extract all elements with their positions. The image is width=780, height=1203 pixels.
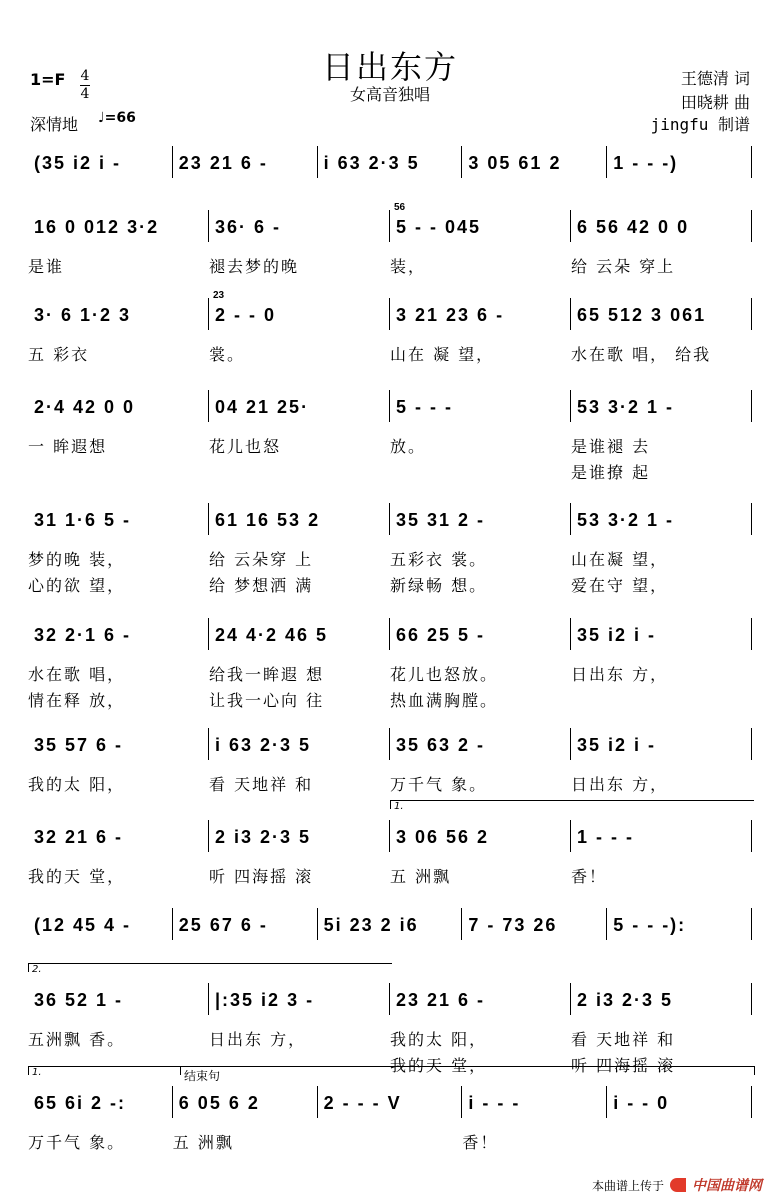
lyric-segment: 看 天地祥 和: [209, 775, 314, 794]
measure: [390, 505, 571, 535]
lyric-segment: 新绿畅 想。: [390, 576, 488, 595]
lyric-segment: 裳。: [209, 345, 246, 364]
lyric-segment: 我的太 阳，: [28, 775, 126, 794]
measure: [390, 620, 571, 650]
key-signature: 1=F: [30, 70, 66, 89]
notes-line: [28, 1088, 752, 1118]
upload-text: 本曲谱上传于: [591, 1178, 664, 1193]
measure-notes: 32 21 6 -: [34, 826, 124, 847]
measure-notes: 66 25 5 -: [396, 624, 486, 645]
lyric-segment: 我的天 堂，: [390, 1056, 488, 1075]
measure-notes: 04 21 25·: [215, 396, 310, 417]
measure: [28, 730, 209, 760]
lyric-segment: 让我一心向 往: [209, 691, 325, 710]
lyric-segment: 听 四海摇 滚: [209, 867, 314, 886]
lyric-segment: 花儿也怒放。: [390, 665, 499, 684]
notes-line: [28, 505, 752, 535]
site-name: 中国曲谱网: [692, 1178, 762, 1194]
measure-notes: i - - -: [468, 1092, 521, 1113]
barline: [751, 298, 752, 330]
notes-line: [28, 910, 752, 940]
lyric-segment: 爱在守 望，: [571, 576, 669, 595]
lyric-segment: 心的欲 望，: [28, 576, 126, 595]
measure: [209, 620, 390, 650]
barline: [751, 503, 752, 535]
lyric-segment: 梦的晚 装，: [28, 550, 126, 569]
notes-line: [28, 148, 752, 178]
barline: [751, 390, 752, 422]
barline: [751, 146, 752, 178]
measure: [28, 148, 173, 178]
measure: [318, 910, 463, 940]
measure-notes: 35 57 6 -: [34, 734, 124, 755]
volta-bracket: 2.: [28, 963, 392, 972]
lyric-segment: 山在凝 望，: [571, 550, 669, 569]
volta-bracket: 1.: [28, 1066, 182, 1075]
measure-notes: 6 56 42 0 0: [577, 216, 690, 237]
measure: [209, 290, 390, 330]
lyric-segment: 日出东 方，: [209, 1030, 307, 1049]
measure-notes: 6 05 6 2: [178, 1092, 260, 1113]
measure: [607, 910, 752, 940]
engraver-credit: jingfu 制谱: [650, 115, 750, 134]
measure: [571, 212, 752, 242]
measure-notes: 3· 6 1·2 3: [34, 304, 132, 325]
measure-notes: 3 06 56 2: [396, 826, 490, 847]
notes-line: [28, 985, 752, 1015]
measure-notes: 2 i3 2·3 5: [215, 826, 312, 847]
measure: [28, 985, 209, 1015]
lyric-segment: 是谁: [28, 257, 65, 276]
barline: [751, 210, 752, 242]
barline: [751, 618, 752, 650]
ending-bracket: 结束句: [180, 1066, 755, 1075]
barline: [751, 820, 752, 852]
measure-notes: 5 - - 045: [396, 216, 482, 237]
barline: [751, 1086, 752, 1118]
measure: [462, 910, 607, 940]
measure-notes: 1 - - -): [613, 152, 679, 173]
measure: [571, 620, 752, 650]
measure-notes: 35 i2 i -: [577, 734, 657, 755]
measure-notes: 35 31 2 -: [396, 509, 486, 530]
barline: [751, 908, 752, 940]
measure-notes: (35 i2 i -: [34, 152, 122, 173]
measure-notes: 23 21 6 -: [396, 989, 486, 1010]
measure: [571, 392, 752, 422]
measure: [28, 505, 209, 535]
measure: [462, 148, 607, 178]
measure: [390, 392, 571, 422]
measure: [390, 985, 571, 1015]
lyric-segment: 我的天 堂，: [28, 867, 126, 886]
lyric-segment: 放。: [390, 437, 427, 456]
measure-notes: 5 - - -):: [613, 914, 687, 935]
measure: [28, 1088, 173, 1118]
measure: [462, 1088, 607, 1118]
measure-notes: i 63 2·3 5: [215, 734, 312, 755]
lyric-segment: 香！: [462, 1133, 499, 1152]
measure: [209, 822, 390, 852]
lyric-segment: 五彩衣 裳。: [390, 550, 488, 569]
measure-notes: 3 05 61 2: [468, 152, 562, 173]
measure: [209, 505, 390, 535]
measure: [390, 730, 571, 760]
tempo-marking: ♩=66: [98, 110, 136, 126]
song-subtitle: 女高音独唱: [349, 85, 430, 104]
lyricist-credit: 王德清 词: [680, 69, 750, 88]
lyric-segment: 五 彩衣: [28, 345, 90, 364]
lyric-segment: 给 云朵穿 上: [209, 550, 314, 569]
notes-line: [28, 730, 752, 760]
notes-line: [28, 290, 752, 330]
lyric-segment: 给 云朵 穿上: [571, 257, 676, 276]
lyric-segment: 情在释 放，: [28, 691, 126, 710]
measure: [173, 148, 318, 178]
measure-notes: (12 45 4 -: [34, 914, 132, 935]
grace-note: 23: [213, 290, 225, 301]
measure: [209, 730, 390, 760]
notes-line: [28, 822, 752, 852]
lyric-segment: 万千气 象。: [28, 1133, 126, 1152]
measure-notes: 53 3·2 1 -: [577, 396, 675, 417]
notes-line: [28, 202, 752, 242]
lyric-segment: 水在歌 唱，: [28, 665, 126, 684]
measure-notes: 24 4·2 46 5: [215, 624, 329, 645]
measure-notes: 65 6i 2 -:: [34, 1092, 127, 1113]
notes-line: [28, 392, 752, 422]
measure: [28, 910, 173, 940]
measure: [28, 392, 209, 422]
lyric-segment: 褪去梦的晚: [209, 257, 300, 276]
time-signature-top: 4: [80, 68, 90, 84]
measure-notes: 16 0 012 3·2: [34, 216, 160, 237]
measure-notes: 36· 6 -: [215, 216, 282, 237]
measure: [28, 620, 209, 650]
lyric-segment: 五 洲飘: [390, 867, 452, 886]
measure-notes: 2 i3 2·3 5: [577, 989, 674, 1010]
measure-notes: 1 - - -: [577, 826, 634, 847]
measure-notes: |:35 i2 3 -: [215, 989, 315, 1010]
song-title: 日出东方: [321, 48, 458, 86]
lyric-segment: 给 梦想洒 满: [209, 576, 314, 595]
lyric-segment: 水在歌 唱， 给我: [571, 345, 712, 364]
footer-watermark: [592, 1175, 762, 1195]
measure: [607, 1088, 752, 1118]
measure-notes: 32 2·1 6 -: [34, 624, 132, 645]
lyric-segment: 日出东 方，: [571, 665, 669, 684]
composer-credit: 田晓耕 曲: [680, 93, 750, 112]
time-signature: [80, 68, 90, 103]
lyric-segment: 是谁褪 去: [571, 437, 651, 456]
time-signature-bottom: 4: [80, 86, 90, 102]
measure-notes: 36 52 1 -: [34, 989, 124, 1010]
lyric-segment: 五 洲飘: [172, 1133, 234, 1152]
lyric-segment: 五洲飘 香。: [28, 1030, 126, 1049]
lyric-segment: 万千气 象。: [390, 775, 488, 794]
measure-notes: 5 - - -: [396, 396, 453, 417]
measure: [209, 212, 390, 242]
measure-notes: 61 16 53 2: [215, 509, 321, 530]
measure: [209, 985, 390, 1015]
measure-notes: 5i 23 2 i6: [323, 914, 419, 935]
measure-notes: 35 i2 i -: [577, 624, 657, 645]
expression-marking: 深情地: [30, 115, 79, 134]
lyric-segment: 看 天地祥 和: [571, 1030, 676, 1049]
measure: [571, 730, 752, 760]
barline: [751, 728, 752, 760]
measure-notes: 2·4 42 0 0: [34, 396, 136, 417]
measure: [28, 300, 209, 330]
notes-line: [28, 620, 752, 650]
lyric-segment: 香！: [571, 867, 608, 886]
measure: [571, 985, 752, 1015]
measure-notes: 35 63 2 -: [396, 734, 486, 755]
site-logo-icon: [670, 1178, 686, 1192]
measure-notes: 31 1·6 5 -: [34, 509, 132, 530]
grace-note: 56: [394, 202, 406, 213]
lyric-segment: 我的太 阳，: [390, 1030, 488, 1049]
lyric-segment: 听 四海摇 滚: [571, 1056, 676, 1075]
barline: [751, 983, 752, 1015]
measure: [571, 822, 752, 852]
lyric-segment: 日出东 方，: [571, 775, 669, 794]
lyric-segment: 花儿也怒: [209, 437, 282, 456]
lyric-segment: 给我一眸遐 想: [209, 665, 325, 684]
measure: [607, 148, 752, 178]
measure: [390, 202, 571, 242]
measure: [173, 1088, 318, 1118]
volta-bracket: 1.: [390, 800, 754, 809]
measure: [209, 392, 390, 422]
measure-notes: 2 - - - V: [323, 1092, 402, 1113]
lyric-segment: 一 眸遐想: [28, 437, 108, 456]
lyric-segment: 山在 凝 望，: [390, 345, 495, 364]
measure: [390, 300, 571, 330]
measure: [173, 910, 318, 940]
lyric-segment: 热血满胸膛。: [390, 691, 499, 710]
measure: [28, 212, 209, 242]
measure: [28, 822, 209, 852]
measure: [318, 148, 463, 178]
measure: [571, 300, 752, 330]
measure-notes: 53 3·2 1 -: [577, 509, 675, 530]
lyric-segment: 是谁撩 起: [571, 463, 651, 482]
measure: [571, 505, 752, 535]
measure-notes: 7 - 73 26: [468, 914, 558, 935]
measure-notes: 65 512 3 061: [577, 304, 707, 325]
measure-notes: i 63 2·3 5: [323, 152, 420, 173]
measure: [318, 1088, 463, 1118]
measure-notes: 2 - - 0: [215, 304, 277, 325]
measure-notes: i - - 0: [613, 1092, 670, 1113]
lyric-segment: 装，: [390, 257, 427, 276]
measure: [390, 822, 571, 852]
measure-notes: 23 21 6 -: [178, 152, 268, 173]
measure-notes: 25 67 6 -: [178, 914, 268, 935]
measure-notes: 3 21 23 6 -: [396, 304, 505, 325]
